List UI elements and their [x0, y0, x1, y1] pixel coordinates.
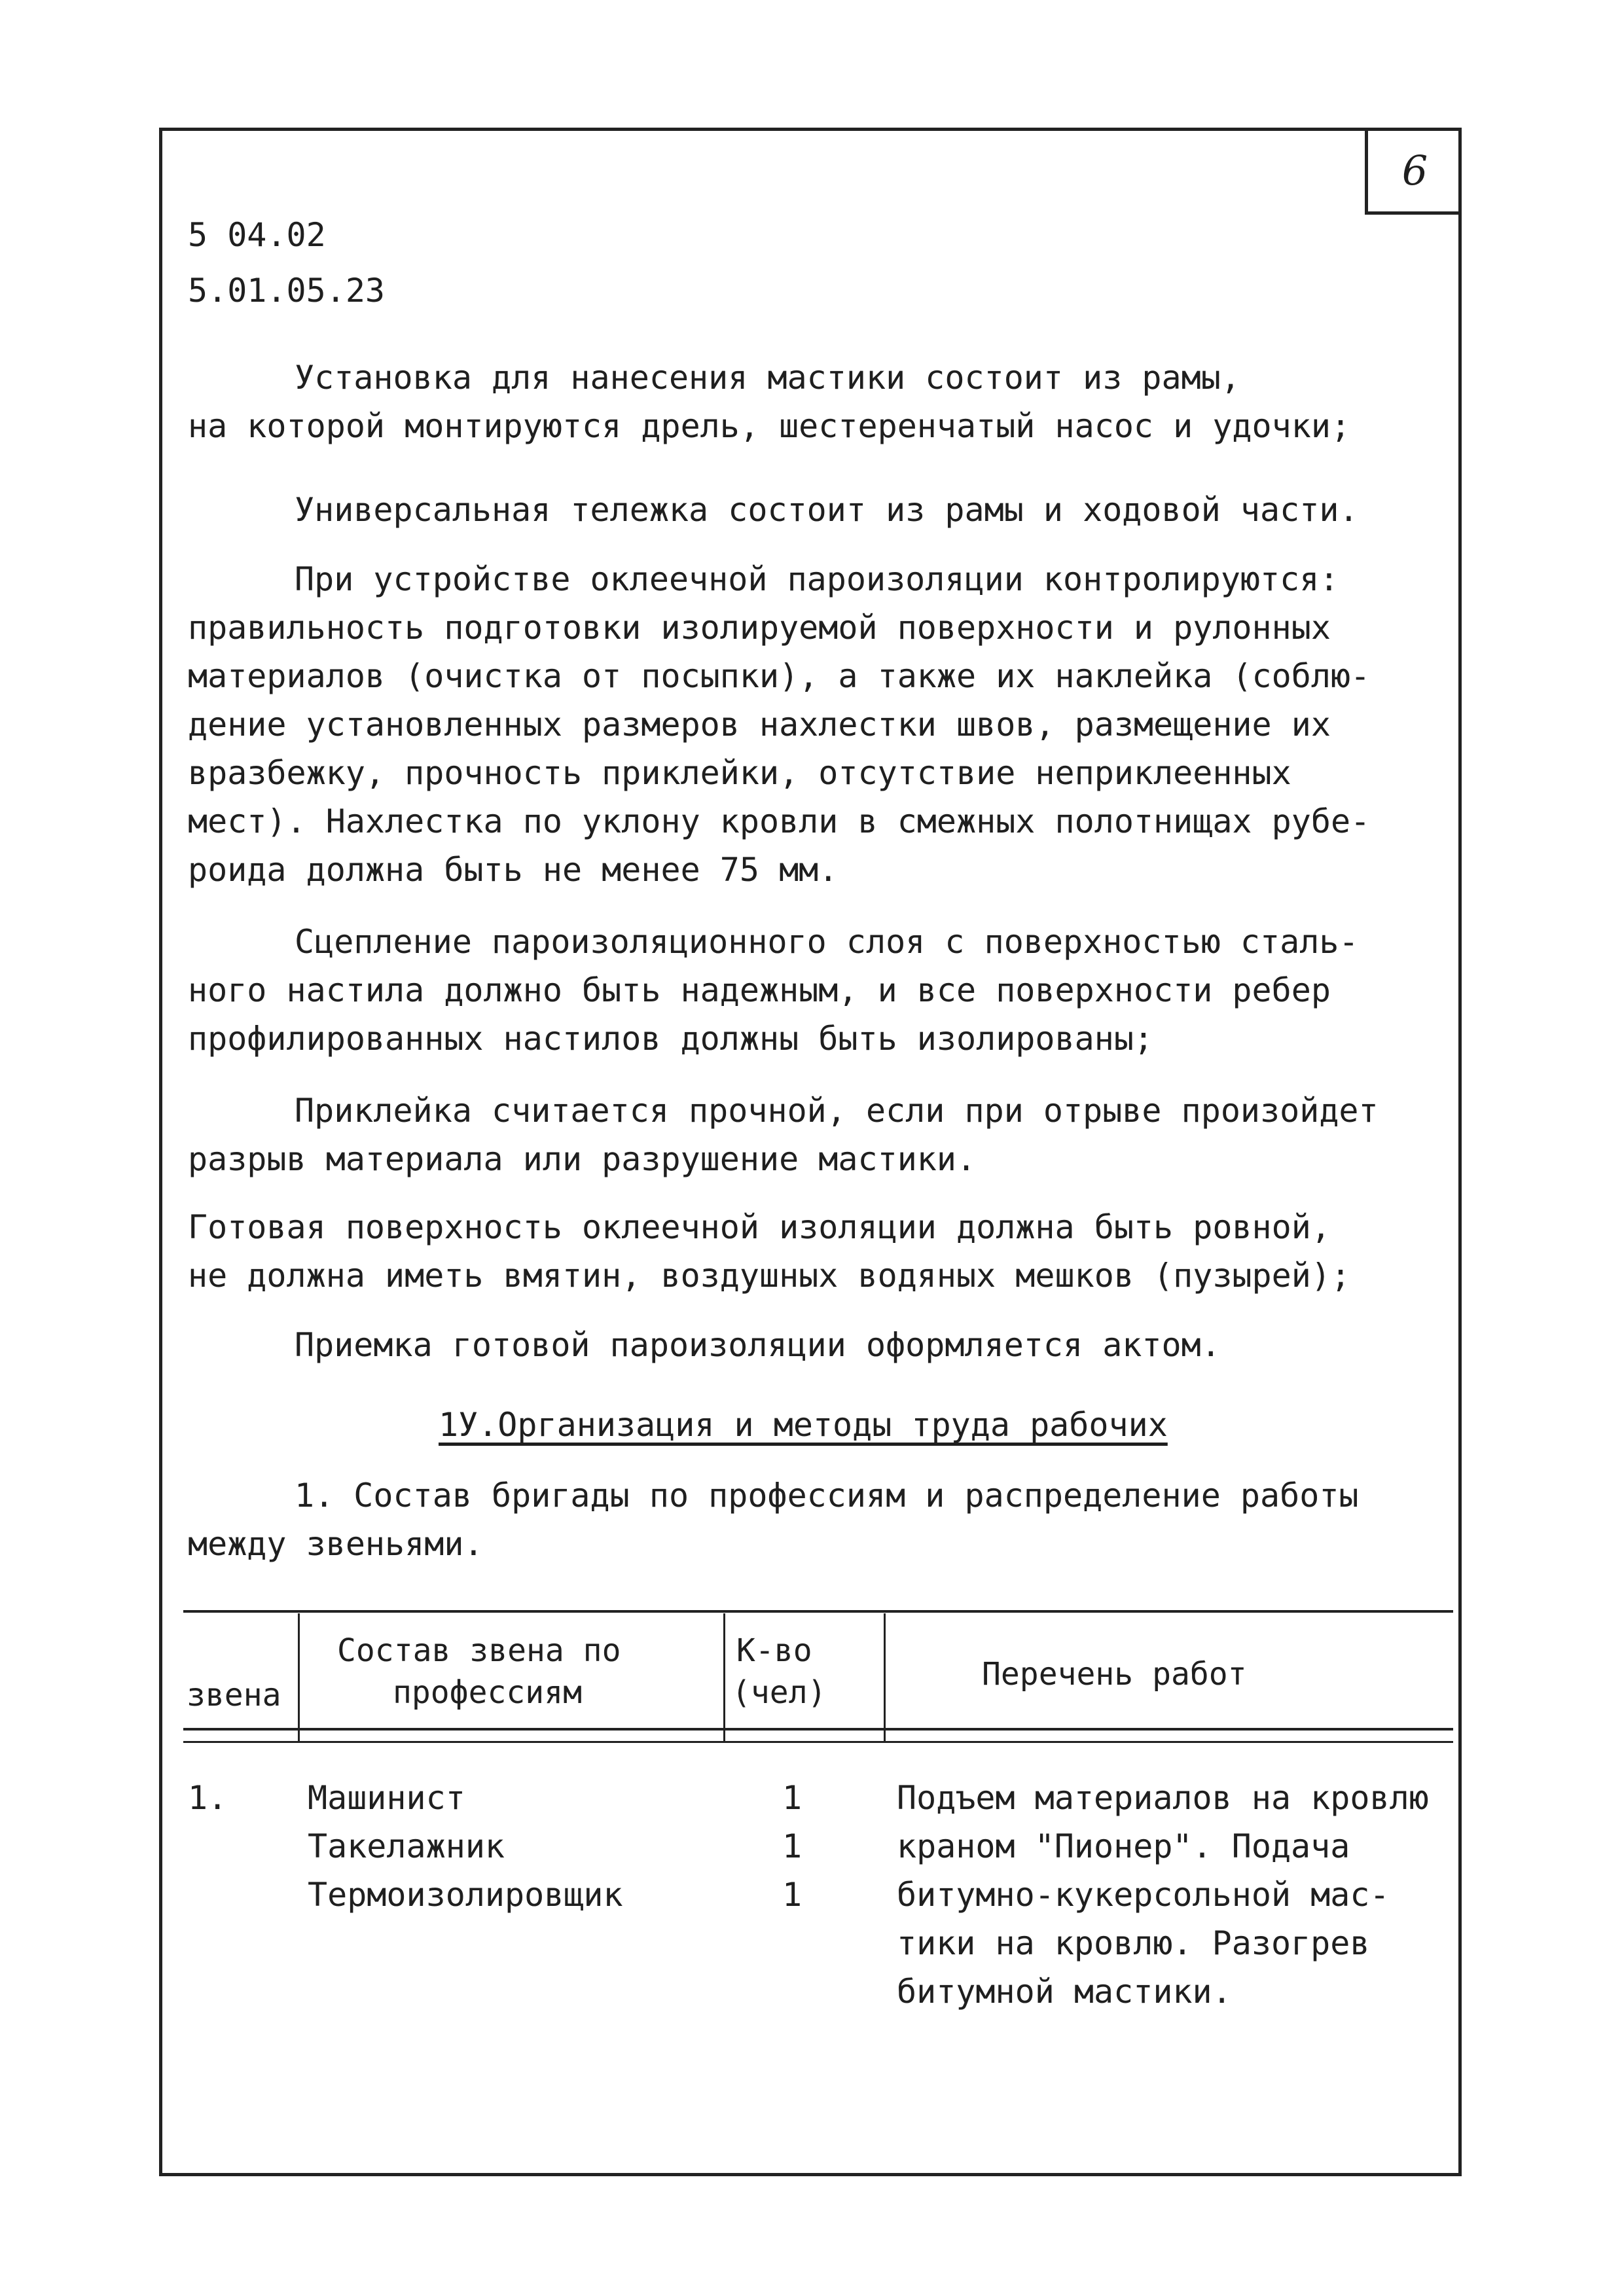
item-intro-line: между звеньями. [188, 1525, 484, 1563]
table-header-unit: звена [187, 1677, 281, 1713]
page-number: 6 [1365, 130, 1462, 215]
table-cell-work: битумной мастики. [897, 1973, 1232, 2011]
document-code-2: 5.01.05.23 [188, 272, 386, 310]
paragraph-line: разрыв материала или разрушение мастики. [188, 1140, 977, 1178]
paragraph-line: Сцепление пароизоляционного слоя с поверхностью сталь- [295, 923, 1359, 961]
paragraph-line: ного настила должно быть надежным, и все поверхности ребер [188, 971, 1331, 1009]
table-header-count-2: (чел) [732, 1674, 827, 1711]
table-header-count-1: К-во [736, 1632, 812, 1669]
paragraph-line: роида должна быть не менее 75 мм. [188, 851, 839, 889]
paragraph-line: При устройстве оклеечной пароизоляции контролируются: [295, 560, 1339, 598]
table-cell-work: краном "Пионер". Подача [897, 1827, 1350, 1865]
paragraph-line: не должна иметь вмятин, воздушных водяных мешков (пузырей); [188, 1257, 1351, 1295]
table-top-rule [183, 1610, 1453, 1613]
table-cell-count: 1 [782, 1827, 803, 1865]
paragraph-line: Универсальная тележка состоит из рамы и ходовой части. [295, 491, 1359, 529]
paragraph-line: мест). Нахлестка по уклону кровли в смежных полотнищах рубе- [188, 802, 1371, 840]
paragraph-line: профилированных настилов должны быть изолированы; [188, 1020, 1154, 1058]
table-col-separator [884, 1613, 886, 1741]
paragraph-line: на которой монтируются дрель, шестеренчатый насос и удочки; [188, 407, 1351, 445]
table-cell-work: тики на кровлю. Разогрев [897, 1924, 1370, 1962]
table-header-rule [183, 1728, 1453, 1731]
paragraph-line: дение установленных размеров нахлестки швов, размещение их [188, 706, 1331, 744]
table-cell-profession: Термоизолировщик [308, 1876, 623, 1914]
table-header-composition-1: Состав звена по [337, 1632, 621, 1669]
table-row-number: 1. [188, 1779, 228, 1817]
table-col-separator [723, 1613, 725, 1741]
table-cell-profession: Такелажник [308, 1827, 505, 1865]
paragraph-line: правильность подготовки изолируемой поверхности и рулонных [188, 609, 1331, 647]
table-cell-profession: Машинист [308, 1779, 465, 1817]
section-heading: 1У.Организация и методы труда рабочих [439, 1406, 1168, 1444]
table-col-separator [298, 1613, 300, 1741]
item-intro-line: 1. Состав бригады по профессиям и распределение работы [295, 1477, 1359, 1515]
document-code-1: 5 04.02 [188, 216, 326, 254]
paragraph-line: материалов (очистка от посыпки), а также их наклейка (соблю- [188, 657, 1371, 695]
table-cell-work: Подъем материалов на кровлю [897, 1779, 1429, 1817]
paragraph-line: Установка для нанесения мастики состоит из рамы, [295, 359, 1240, 397]
table-header-composition-2: профессиям [393, 1674, 582, 1711]
paragraph-line: Приклейка считается прочной, если при отрыве произойдет [295, 1092, 1379, 1130]
paragraph-line: вразбежку, прочность приклейки, отсутствие неприклеенных [188, 754, 1291, 792]
table-header-works: Перечень работ [982, 1656, 1247, 1693]
table-cell-count: 1 [782, 1876, 803, 1914]
paragraph-line: Приемка готовой пароизоляции оформляется актом. [295, 1326, 1221, 1364]
table-header-rule-2 [183, 1741, 1453, 1743]
table-cell-count: 1 [782, 1779, 803, 1817]
paragraph-line: Готовая поверхность оклеечной изоляции должна быть ровной, [188, 1208, 1331, 1246]
table-cell-work: битумно-кукерсольной мас- [897, 1876, 1390, 1914]
